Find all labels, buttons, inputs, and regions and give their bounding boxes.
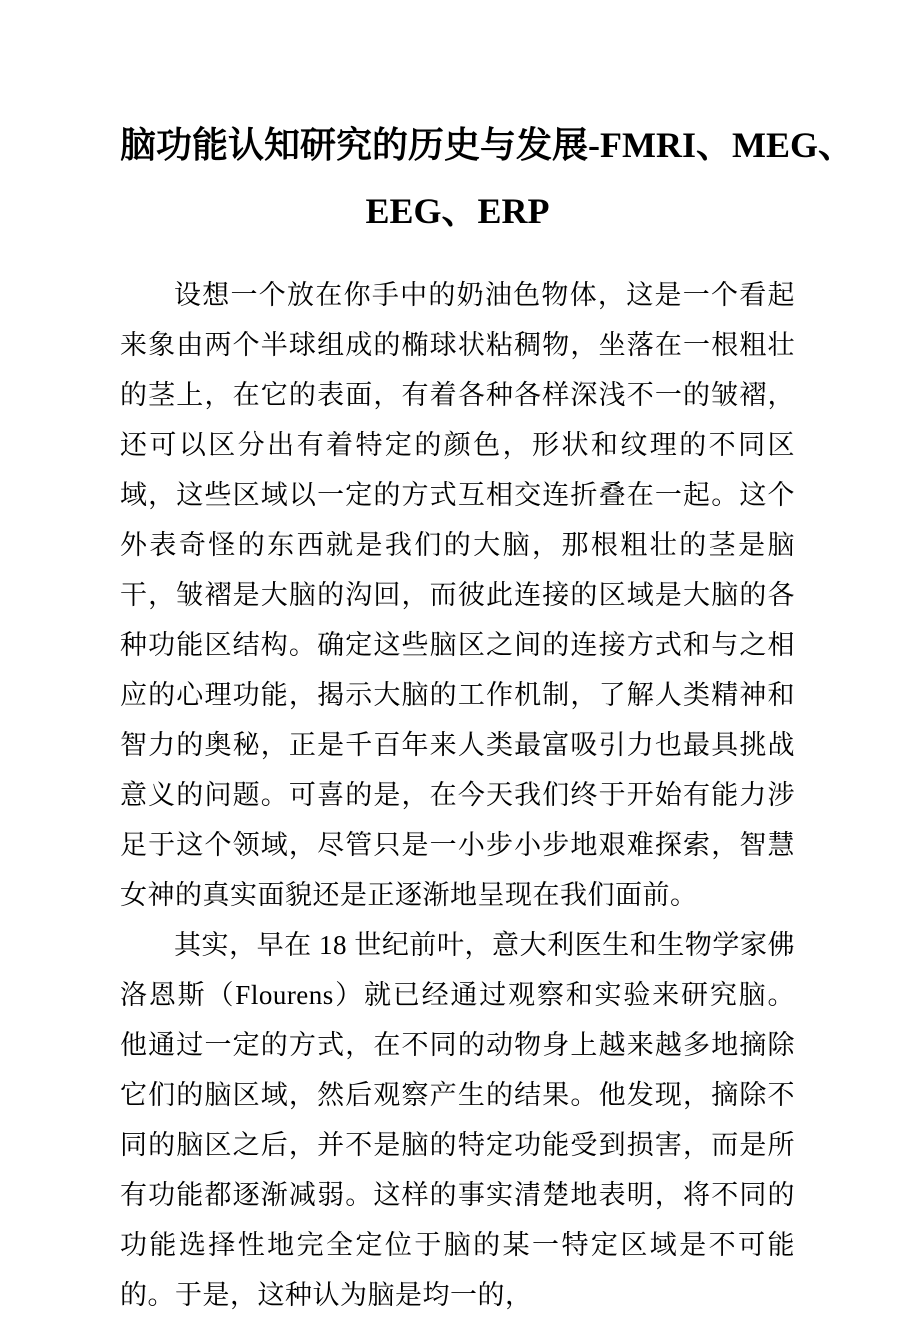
document-title (120, 112, 854, 244)
document-title-line-2: EEG、ERP (365, 191, 550, 231)
document-body (120, 270, 795, 1320)
paragraph: 设想一个放在你手中的奶油色物体，这是一个看起来象由两个半球组成的椭球状粘稠物，坐落在一根粗壮的茎上，在它的表面，有着各种各样深浅不一的皱褶，还可以区分出有着特定的颜色，形状和纹理的不同区域，这些区域以一定的方式互相交连折叠在一起。这个外表奇怪的东西就是我们的大脑，那根粗壮的茎是脑干，皱褶是大脑的沟回，而彼此连接的区域是大脑的各种功能区结构。确定这些脑区之间的连接方式和与之相应的心理功能，揭示大脑的工作机制，了解人类精神和智力的奥秘，正是千百年来人类最富吸引力也最具挑战意义的问题。可喜的是，在今天我们终于开始有能力涉足于这个领域，尽管只是一小步小步地艰难探索，智慧女神的真实面貌还是正逐渐地呈现在我们面前。 (120, 280, 795, 910)
document-title-line-1: 脑功能认知研究的历史与发展-FMRI、MEG、 (120, 125, 854, 165)
paragraph: 其实，早在 18 世纪前叶，意大利医生和生物学家佛洛恩斯（Flourens）就已经通过观察和实验来研究脑。他通过一定的方式，在不同的动物身上越来越多地摘除它们的脑区域，然后观察产生的结果。他发现，摘除不同的脑区之后，并不是脑的特定功能受到损害，而是所有功能都逐渐减弱。这样的事实清楚地表明，将不同的功能选择性地完全定位于脑的某一特定区域是不可能的。于是，这种认为脑是均一的， (120, 930, 795, 1310)
